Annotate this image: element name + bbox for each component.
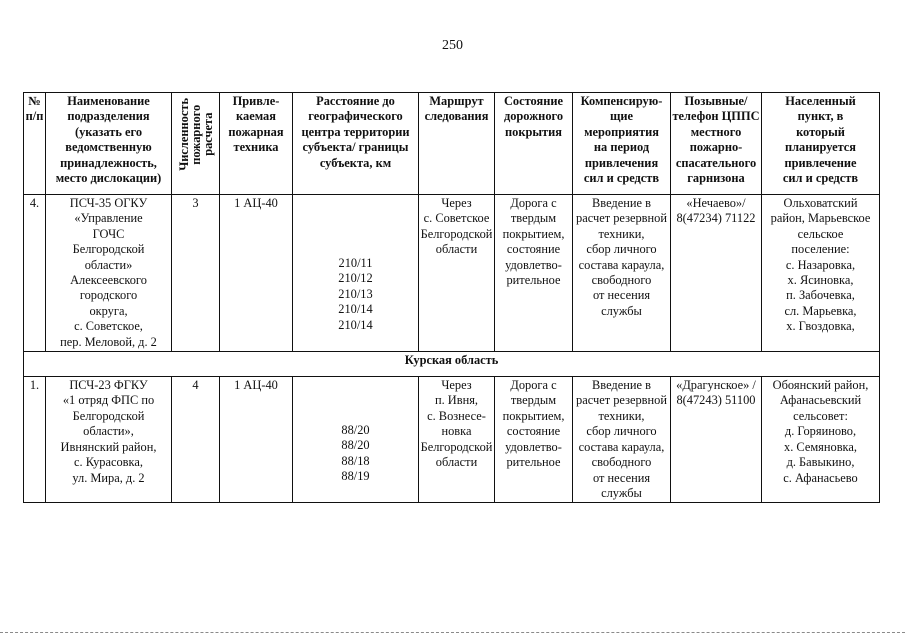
equipment-cell: 1 АЦ-40	[220, 195, 293, 352]
header-equipment: Привле- каемая пожарная техника	[220, 93, 293, 195]
header-road: Состояние дорожного покрытия	[495, 93, 573, 195]
distance-cell: 88/20 88/20 88/18 88/19	[293, 377, 419, 503]
table-row	[24, 195, 880, 352]
strength-cell: 3	[172, 195, 220, 352]
distance-cell: 210/11 210/12 210/13 210/14 210/14	[293, 195, 419, 352]
unit-cell: ПСЧ-23 ФГКУ «1 отряд ФПС по Белгородской области», Ивнянский район, с. Курасовка, ул. Мира, д. 2	[46, 377, 172, 503]
settlement-cell: Обоянский район, Афанасьевский сельсовет: д. Горяиново, х. Семяновка, д. Бавыкино, с. Афанасьево	[762, 377, 880, 503]
header-distance: Расстояние до географического центра территории субъекта/ границы субъекта, км	[293, 93, 419, 195]
header-measures: Компенсирую- щие мероприятия на период привлечения сил и средств	[573, 93, 671, 195]
measures-cell: Введение в расчет резервной техники, сбор личного состава караула, свободного от несения службы	[573, 377, 671, 503]
header-callsign: Позывные/ телефон ЦППС местного пожарно- спасательного гарнизона	[671, 93, 762, 195]
header-unit: Наименование подразделения (указать его ведомственную принадлежность, место дислокации)	[46, 93, 172, 195]
route-cell: Через с. Советское Белгородской области	[419, 195, 495, 352]
region-heading: Курская область	[24, 352, 880, 377]
callsign-cell: «Нечаево»/ 8(47234) 71122	[671, 195, 762, 352]
road-cell: Дорога с твердым покрытием, состояние удовлетво- рительное	[495, 377, 573, 503]
header-settlement: Населенный пункт, в который планируется привлечение сил и средств	[762, 93, 880, 195]
measures-cell: Введение в расчет резервной техники, сбор личного состава караула, свободного от несения службы	[573, 195, 671, 352]
header-route: Маршрут следования	[419, 93, 495, 195]
header-strength-text: Численность пожарного расчета	[176, 98, 215, 171]
header-row	[24, 93, 880, 195]
fire-units-table	[23, 92, 880, 503]
scan-bottom-edge	[0, 632, 905, 633]
unit-cell: ПСЧ-35 ОГКУ «Управление ГОЧС Белгородской области» Алексеевского городского округа, с. Советское, пер. Меловой, д. 2	[46, 195, 172, 352]
road-cell: Дорога с твердым покрытием, состояние удовлетво- рительное	[495, 195, 573, 352]
settlement-cell: Ольховатский район, Марьевское сельское поселение: с. Назаровка, х. Ясиновка, п. Забочевка, сл. Марьевка, х. Гвоздовка,	[762, 195, 880, 352]
equipment-cell: 1 АЦ-40	[220, 377, 293, 503]
route-cell: Через п. Ивня, с. Вознесе- новка Белгородской области	[419, 377, 495, 503]
row-number: 4.	[24, 195, 46, 352]
row-number: 1.	[24, 377, 46, 503]
header-num: № п/п	[24, 93, 46, 195]
table-row	[24, 377, 880, 503]
page-number: 250	[442, 38, 463, 53]
header-strength	[172, 93, 220, 195]
region-row	[24, 352, 880, 377]
callsign-cell: «Драгунское» / 8(47243) 51100	[671, 377, 762, 503]
strength-cell: 4	[172, 377, 220, 503]
